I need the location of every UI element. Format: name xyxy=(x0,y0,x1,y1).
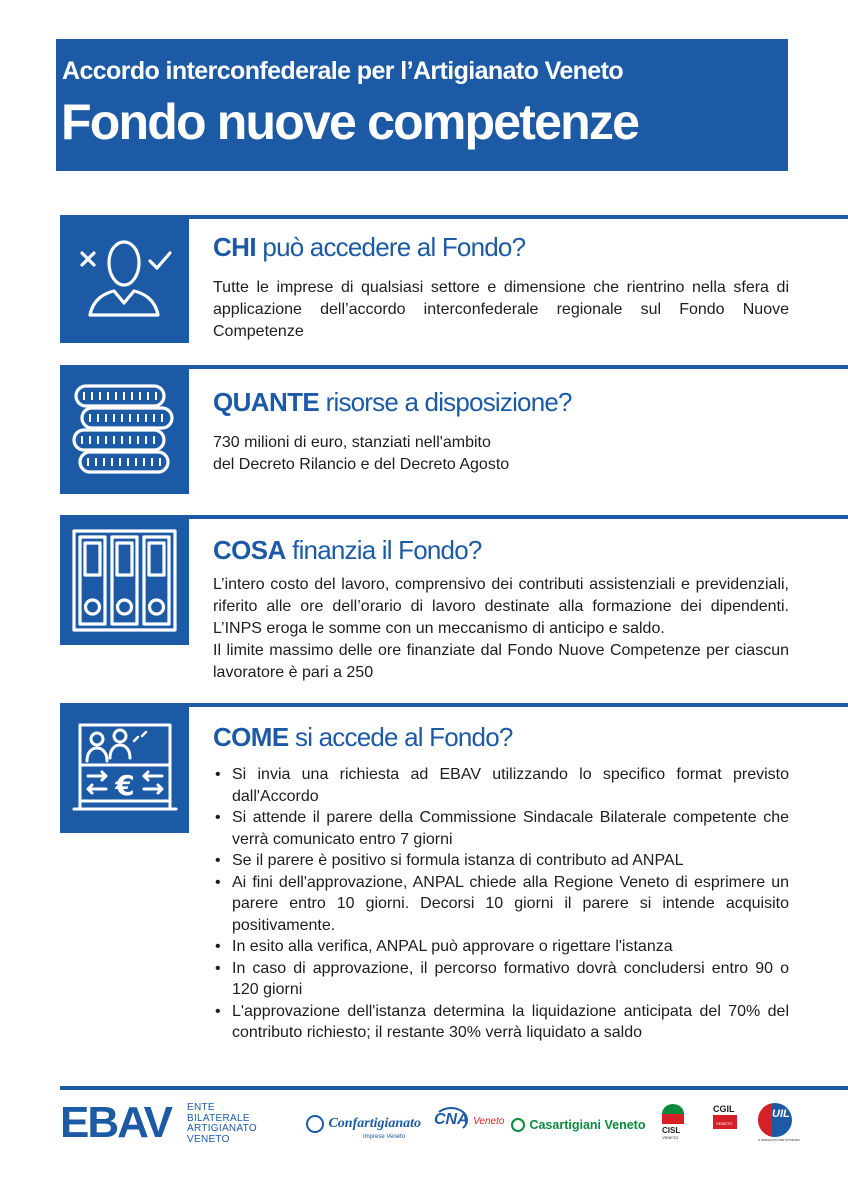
heading-keyword: CHI xyxy=(213,232,256,262)
cgil-logo xyxy=(713,1104,739,1129)
coin-stack-icon xyxy=(60,365,189,494)
casartigiani-name: Casartigiani Veneto xyxy=(529,1117,646,1132)
ebav-tagline-line: ARTIGIANATO xyxy=(187,1123,257,1134)
confartigianato-name: Confartigianato xyxy=(328,1116,422,1131)
section-cosa xyxy=(60,515,848,690)
section-body xyxy=(213,432,789,476)
heading-keyword: QUANTE xyxy=(213,387,320,417)
section-come xyxy=(60,703,848,1063)
section-chi xyxy=(60,215,848,350)
list-item: • Si attende il parere della Commissione Sindacale Bilaterale competente che verrà comunicato entro 7 giorni xyxy=(213,807,789,850)
section-body xyxy=(213,574,789,684)
list-item: • In caso di approvazione, il percorso formativo dovrà concludersi entro 90 o 120 giorni xyxy=(213,958,789,1001)
paragraph: Il limite massimo delle ore finanziate dal Fondo Nuove Competenze per ciascun lavoratore è pari a 250 xyxy=(213,642,789,681)
ebav-tagline-line: BILATERALE xyxy=(187,1112,250,1124)
cgil-sub: VENETO xyxy=(716,1121,733,1126)
euro-exchange-icon xyxy=(60,703,189,833)
cna-name: CNA xyxy=(434,1111,469,1128)
heading-text: si accede al Fondo? xyxy=(288,722,513,752)
cna-swoosh-icon xyxy=(434,1107,468,1133)
footer-divider xyxy=(60,1086,848,1090)
cisl-name: CISL xyxy=(662,1126,681,1135)
heading-text: finanzia il Fondo? xyxy=(285,535,482,565)
paragraph: Tutte le imprese di qualsiasi settore e dimensione che rientrino nella sfera di applicazione dell’accordo interconfederale regionale sul Fondo Nuove Competenze xyxy=(213,279,789,340)
paragraph: L’intero costo del lavoro, comprensivo dei contributi assistenziali e previdenziali, riferito alle ore dell’orario di lavoro destinate alla formazione dei dipendenti. L’INPS eroga le somme con un meccanismo di anticipo e saldo. xyxy=(213,576,789,637)
section-heading xyxy=(213,232,525,263)
cna-logo xyxy=(434,1111,504,1129)
ebav-tagline-line: ENTE xyxy=(187,1102,215,1113)
paragraph: 730 milioni di euro, stanziati nell'ambito xyxy=(213,434,491,451)
person-check-cross-icon xyxy=(60,215,189,343)
section-heading xyxy=(213,722,513,753)
section-heading xyxy=(213,535,482,566)
cisl-logo xyxy=(662,1104,688,1140)
cisl-flag-icon xyxy=(662,1104,684,1124)
header-banner xyxy=(56,39,788,171)
heading-text: risorse a disposizione? xyxy=(319,387,572,417)
section-body xyxy=(213,764,789,1044)
header-subtitle: Accordo interconfederale per l’Artigianato Veneto xyxy=(62,57,624,85)
ship-wheel-icon xyxy=(511,1118,525,1132)
heading-keyword: COME xyxy=(213,722,289,752)
binders-icon xyxy=(60,515,189,645)
uil-logo xyxy=(758,1103,800,1142)
section-body xyxy=(213,277,789,343)
ebav-wordmark: EBAV xyxy=(60,1098,171,1147)
list-item: • L'approvazione dell'istanza determina la liquidazione anticipata del 70% del contributo richiesto; il restante 30% verrà liquidato a saldo xyxy=(213,1001,789,1044)
ebav-tagline-line: VENETO xyxy=(187,1133,230,1145)
page-title: Fondo nuove competenze xyxy=(61,94,639,150)
heading-keyword: COSA xyxy=(213,535,286,565)
list-item: • Se il parere è positivo si formula istanza di contributo ad ANPAL xyxy=(213,850,789,872)
cgil-name: CGIL xyxy=(713,1104,735,1114)
list-item: • Ai fini dell'approvazione, ANPAL chiede alla Regione Veneto di esprimere un parere entro 10 giorni. Decorsi 10 giorni il parere si intende acquisito positivamente. xyxy=(213,872,789,937)
cisl-sub: VENETO xyxy=(662,1135,679,1140)
casartigiani-logo xyxy=(511,1116,645,1134)
confartigianato-logo xyxy=(306,1115,422,1140)
paragraph: del Decreto Rilancio e del Decreto Agosto xyxy=(213,456,510,473)
list-item: • In esito alla verifica, ANPAL può approvare o rigettare l'istanza xyxy=(213,936,789,958)
svg-text:€: € xyxy=(115,769,135,802)
cna-sub: Veneto xyxy=(473,1116,505,1127)
confartigianato-emblem-icon xyxy=(306,1115,324,1133)
ebav-tagline xyxy=(187,1103,257,1145)
uil-sub: IL SINDACATO DEI CITTADINI xyxy=(758,1138,800,1142)
ebav-logo xyxy=(60,1098,257,1147)
section-heading xyxy=(213,387,572,418)
section-quante xyxy=(60,365,848,500)
heading-text: può accedere al Fondo? xyxy=(255,232,526,262)
list-item: • Si invia una richiesta ad EBAV utilizzando lo specifico format previsto dall'Accordo xyxy=(213,764,789,807)
uil-name: UIL xyxy=(772,1108,790,1120)
bullet-list xyxy=(213,764,789,1044)
confartigianato-sub: Imprese Veneto xyxy=(363,1134,406,1140)
